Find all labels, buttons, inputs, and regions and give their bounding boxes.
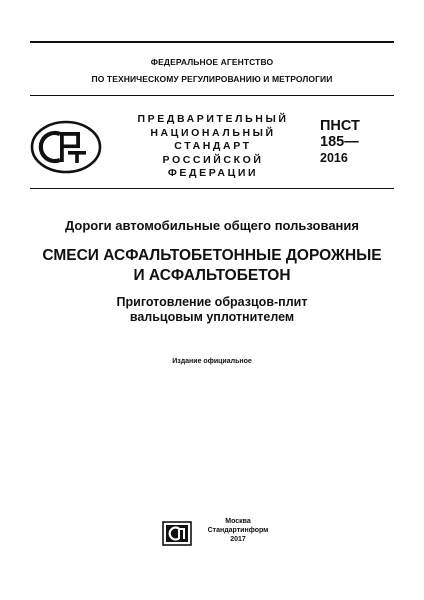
edition-label: Издание официальное <box>172 358 252 365</box>
publisher-name: Стандартинформ <box>207 527 269 534</box>
top-rule-thin <box>30 95 394 96</box>
document-subject: Дороги автомобильные общего пользования <box>65 218 359 233</box>
standard-type-block <box>128 113 298 181</box>
standartinform-logo-icon <box>162 521 192 546</box>
gost-r-mark-icon <box>30 120 102 174</box>
document-title-line: СМЕСИ АСФАЛЬТОБЕТОННЫЕ ДОРОЖНЫЕ <box>42 247 382 264</box>
document-subtitle <box>0 295 424 325</box>
document-subtitle-line: вальцовым уплотнителем <box>129 310 295 324</box>
standard-type-line: ФЕДЕРАЦИИ <box>167 167 259 180</box>
standard-number-prefix: ПНСТ <box>320 118 360 134</box>
standard-type-line: НАЦИОНАЛЬНЫЙ <box>150 126 276 139</box>
standard-type-line: ПРЕДВАРИТЕЛЬНЫЙ <box>137 113 289 125</box>
standard-number-year: 2016 <box>320 151 348 165</box>
publisher-city: Москва <box>225 518 251 525</box>
top-rule-thick <box>30 41 394 43</box>
agency-name-line-1: ФЕДЕРАЛЬНОЕ АГЕНТСТВО <box>150 57 274 67</box>
document-title-line: И АСФАЛЬТОБЕТОН <box>133 267 291 284</box>
document-subtitle-line: Приготовление образцов-плит <box>116 295 308 309</box>
publisher-year: 2017 <box>230 536 246 543</box>
middle-rule <box>30 188 394 189</box>
standard-type-line: РОССИЙСКОЙ <box>162 153 264 166</box>
agency-name-line-2: ПО ТЕХНИЧЕСКОМУ РЕГУЛИРОВАНИЮ И МЕТРОЛОГИИ <box>91 74 333 84</box>
standard-type-line: СТАНДАРТ <box>174 140 252 153</box>
standard-number-value: 185— <box>320 134 359 150</box>
standard-number-block <box>320 118 390 166</box>
document-title <box>0 246 424 286</box>
publisher-imprint <box>198 517 278 544</box>
